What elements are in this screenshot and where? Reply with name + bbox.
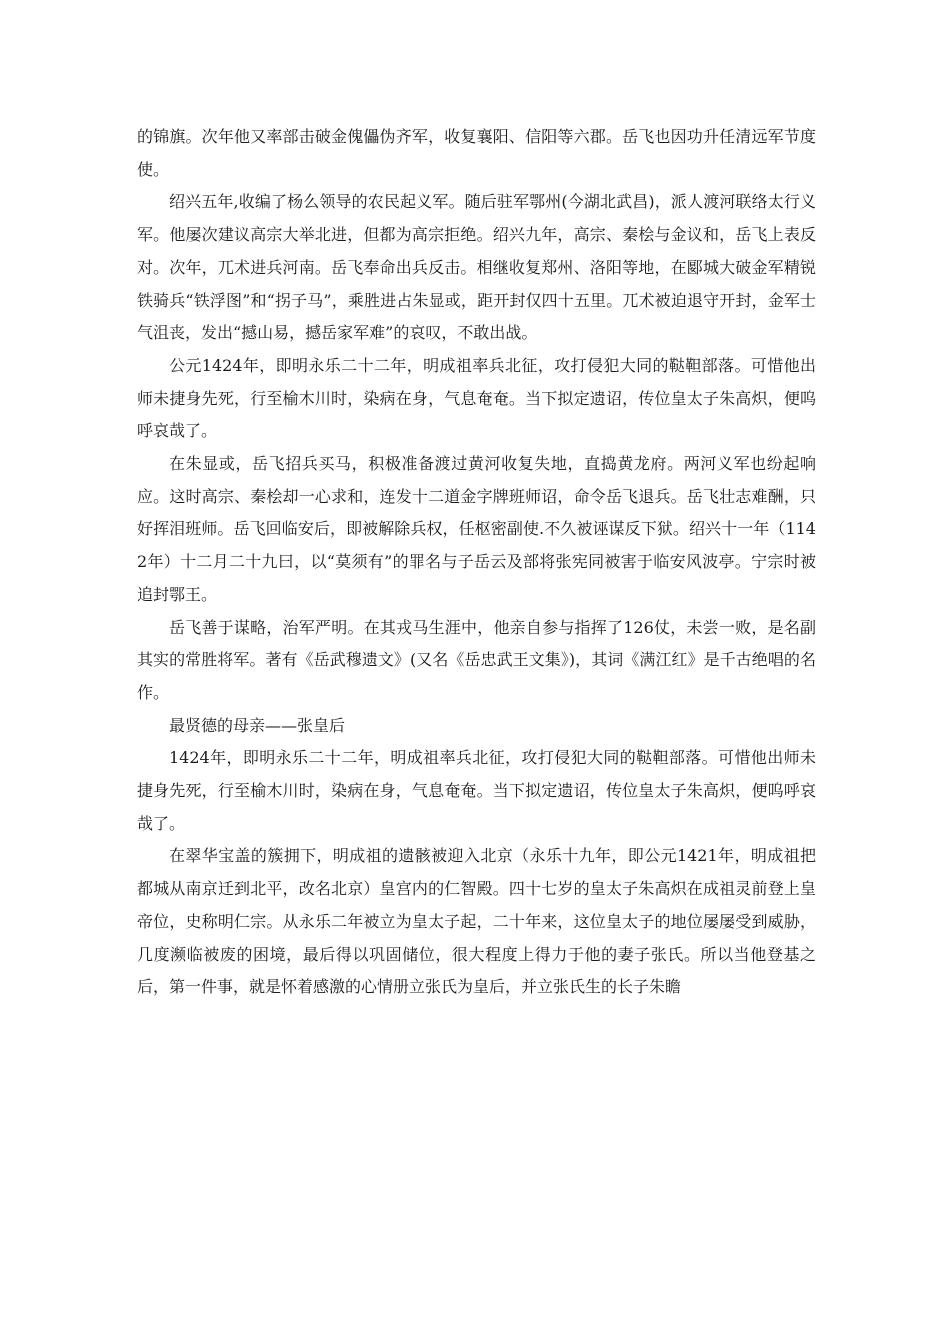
paragraph: 1424年，即明永乐二十二年，明成祖率兵北征，攻打侵犯大同的鞑靼部落。可惜他出师未捷身先死，行至榆木川时，染病在身，气息奄奄。当下拟定遗诏，传位皇太子朱高炽，便呜呼哀哉了。	[137, 748, 816, 833]
paragraph: 岳飞善于谋略，治军严明。在其戎马生涯中，他亲自参与指挥了126仗，未尝一败，是名副其实的常胜将军。著有《岳武穆遗文》(又名《岳忠武王文集》)，其词《满江红》是千古绝唱的名作。	[137, 617, 816, 702]
paragraph: 在翠华宝盖的簇拥下，明成祖的遗骸被迎入北京（永乐十九年，即公元1421年，明成祖把都城从南京迁到北平，改名北京）皇宫内的仁智殿。四十七岁的皇太子朱高炽在成祖灵前登上皇帝位，史称明仁宗。从永乐二年被立为皇太子起，二十年来，这位皇太子的地位屡屡受到威胁，几度濒临被废的困境，最后得以巩固储位，很大程度上得力于他的妻子张氏。所以当他登基之后，第一件事，就是怀着感激的心情册立张氏为皇后，并立张氏生的长子朱瞻	[137, 846, 816, 997]
section-heading: 最贤德的母亲——张皇后	[169, 715, 346, 735]
paragraph: 公元1424年，即明永乐二十二年，明成祖率兵北征，攻打侵犯大同的鞑靼部落。可惜他出师未捷身先死，行至榆木川时，染病在身，气息奄奄。当下拟定遗诏，传位皇太子朱高炽，便呜呼哀哉了。	[137, 355, 816, 441]
paragraph: 绍兴五年,收编了杨么领导的农民起义军。随后驻军鄂州(今湖北武昌)，派人渡河联络太行义军。他屡次建议高宗大举北进，但都为高宗拒绝。绍兴九年，高宗、秦桧与金议和，岳飞上表反对。次年，兀术进兵河南。岳飞奉命出兵反击。相继收复郑州、洛阳等地，在郾城大破金军精锐铁骑兵“铁浮图”和“拐子马”，乘胜进占朱显或，距开封仅四十五里。兀术被迫退守开封，金军士气沮丧，发出“撼山易，撼岳家军难”的哀叹，不敢出战。	[137, 192, 816, 343]
paragraph: 的锦旗。次年他又率部击破金傀儡伪齐军，收复襄阳、信阳等六郡。岳飞也因功升任清远军节度使。	[137, 127, 816, 179]
body-text	[137, 121, 816, 1004]
paragraph: 在朱显或，岳飞招兵买马，积极准备渡过黄河收复失地，直捣黄龙府。两河义军也纷起响应。这时高宗、秦桧却一心求和，连发十二道金字牌班师诏，命令岳飞退兵。岳飞壮志难酬，只好挥泪班师。岳飞回临安后，即被解除兵权，任枢密副使.不久被诬谋反下狱。绍兴十一年（1142年）十二月二十九曰，以“莫须有”的罪名与子岳云及部将张宪同被害于临安风波亭。宁宗时被追封鄂王。	[137, 454, 816, 604]
